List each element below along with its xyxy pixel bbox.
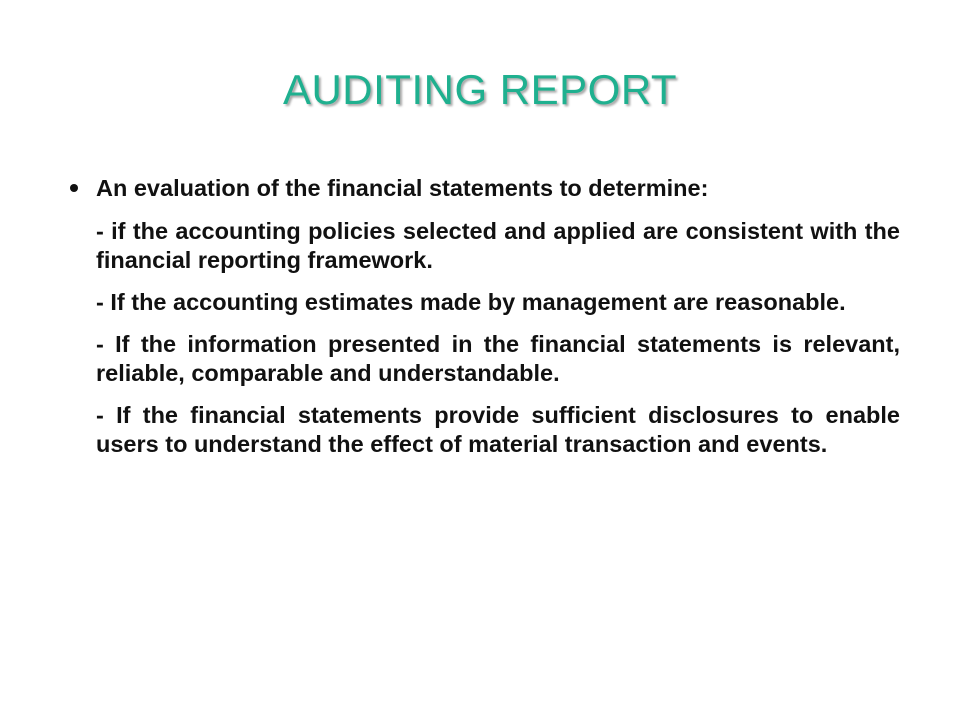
bullet-text: An evaluation of the financial statements to determine: [96, 175, 709, 201]
slide-body [70, 174, 900, 472]
bullet-dot-icon [70, 184, 78, 192]
sub-point-3: - If the information presented in the financial statements is relevant, reliable, comparable and understandable. [96, 331, 900, 386]
sub-point-2: - If the accounting estimates made by management are reasonable. [96, 289, 846, 315]
sub-point-4: - If the financial statements provide sufficient disclosures to enable users to understand the effect of material transaction and events. [96, 402, 900, 457]
bullet-item [70, 174, 900, 203]
sub-point-1: - if the accounting policies selected and applied are consistent with the financial reporting framework. [96, 218, 900, 273]
slide-title: AUDITING REPORT [282, 66, 678, 113]
